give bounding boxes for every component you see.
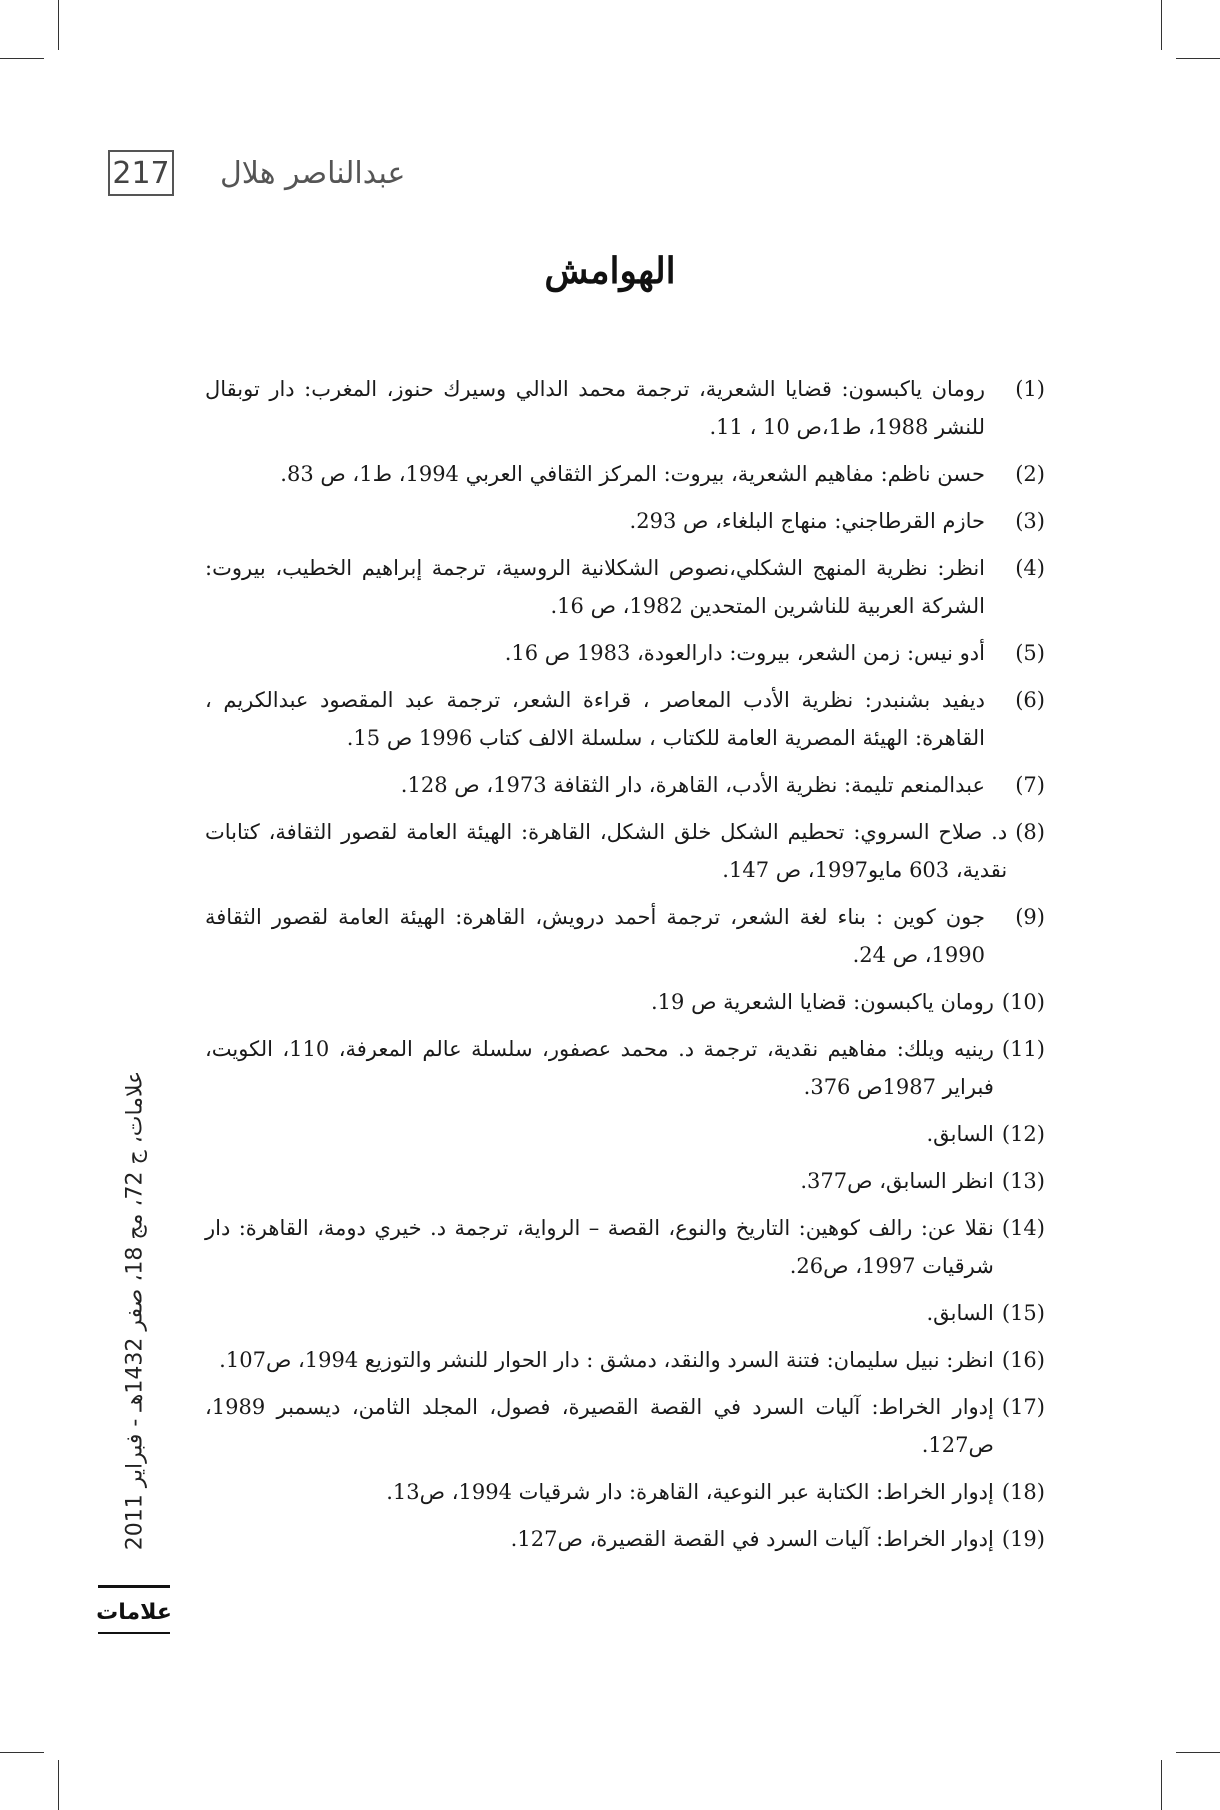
footnote-item xyxy=(205,898,1045,974)
footnote-item xyxy=(205,766,1045,804)
footnote-item xyxy=(205,1162,1045,1200)
footnote-text: إدوار الخراط: آليات السرد في القصة القصيرة، فصول، المجلد الثامن، ديسمبر 1989، ص127. xyxy=(205,1395,994,1457)
footnote-number: (5) xyxy=(1015,641,1045,665)
footnote-number: (1) xyxy=(1015,377,1045,401)
footnote-text: جون كوين : بناء لغة الشعر، ترجمة أحمد درويش، القاهرة: الهيئة العامة لقصور الثقافة 1990، ص 24. xyxy=(205,905,985,967)
crop-mark xyxy=(58,1760,59,1810)
footnote-number: (9) xyxy=(1015,905,1045,929)
running-header-author: عبدالناصر هلال xyxy=(220,155,406,191)
footnote-item xyxy=(205,813,1045,889)
crop-mark xyxy=(1176,1752,1220,1753)
footnote-item xyxy=(205,370,1045,446)
footnote-text: نقلا عن: رالف كوهين: التاريخ والنوع، القصة – الرواية، ترجمة د. خيري دومة، القاهرة: دار شرقيات 1997، ص26. xyxy=(205,1216,994,1278)
footnote-text: رينيه ويلك: مفاهيم نقدية، ترجمة د. محمد عصفور، سلسلة عالم المعرفة، 110، الكويت، فبراير 1987ص 376. xyxy=(205,1037,994,1099)
footnote-text: السابق. xyxy=(926,1122,994,1146)
footnote-item xyxy=(205,1341,1045,1379)
footnote-number: (4) xyxy=(1015,556,1045,580)
footnote-item xyxy=(205,1209,1045,1285)
footnote-text: د. صلاح السروي: تحطيم الشكل خلق الشكل، القاهرة: الهيئة العامة لقصور الثقافة، كتابات نقدية، 603 مايو1997، ص 147. xyxy=(205,820,1008,882)
footnote-text: حسن ناظم: مفاهيم الشعرية، بيروت: المركز الثقافي العربي 1994، ط1، ص 83. xyxy=(280,462,985,486)
footnote-number: (18) xyxy=(1001,1480,1045,1504)
footnote-text: السابق. xyxy=(926,1301,994,1325)
footnote-item xyxy=(205,1030,1045,1106)
footnote-text: إدوار الخراط: آليات السرد في القصة القصيرة، ص127. xyxy=(510,1527,994,1551)
footnote-number: (15) xyxy=(1001,1301,1045,1325)
footnote-item xyxy=(205,983,1045,1021)
footnote-text: انظر: نبيل سليمان: فتنة السرد والنقد، دمشق : دار الحوار للنشر والتوزيع 1994، ص107. xyxy=(219,1348,994,1372)
footnote-text: انظر: نظرية المنهج الشكلي،نصوص الشكلانية الروسية، ترجمة إبراهيم الخطيب، بيروت: الشركة العربية للناشرين المتحدين 1982، ص 16. xyxy=(205,556,985,618)
footnote-item xyxy=(205,1520,1045,1558)
footnote-text: رومان ياكبسون: قضايا الشعرية ص 19. xyxy=(650,990,994,1014)
footnote-number: (2) xyxy=(1015,462,1045,486)
footnote-number: (11) xyxy=(1001,1037,1045,1061)
footnote-item xyxy=(205,549,1045,625)
footnote-item xyxy=(205,1115,1045,1153)
footnote-text: رومان ياكبسون: قضايا الشعرية، ترجمة محمد الدالي وسيرك حنوز، المغرب: دار توبقال للنشر 1988، ط1،ص 10 ، 11. xyxy=(205,377,985,439)
footnote-text: عبدالمنعم تليمة: نظرية الأدب، القاهرة، دار الثقافة 1973، ص 128. xyxy=(400,773,985,797)
footnote-item xyxy=(205,681,1045,757)
divider xyxy=(98,1632,170,1634)
footnote-number: (6) xyxy=(1015,688,1045,712)
crop-mark xyxy=(1176,58,1220,59)
journal-logo-text: علامات xyxy=(96,1599,172,1625)
footnote-number: (19) xyxy=(1001,1527,1045,1551)
crop-mark xyxy=(1161,1760,1162,1810)
footnotes-list xyxy=(205,370,1045,1567)
footnote-text: انظر السابق، ص377. xyxy=(800,1169,994,1193)
footnote-item xyxy=(205,634,1045,672)
divider xyxy=(98,1585,170,1588)
footnote-number: (7) xyxy=(1015,773,1045,797)
footnote-text: حازم القرطاجني: منهاج البلغاء، ص 293. xyxy=(629,509,985,533)
footnote-number: (3) xyxy=(1015,509,1045,533)
page-number: 217 xyxy=(108,150,174,196)
footnote-number: (14) xyxy=(1001,1216,1045,1240)
footnote-text: إدوار الخراط: الكتابة عبر النوعية، القاهرة: دار شرقيات 1994، ص13. xyxy=(386,1480,994,1504)
crop-mark xyxy=(1161,0,1162,50)
footnote-item xyxy=(205,1388,1045,1464)
crop-mark xyxy=(0,1752,44,1753)
footnote-number: (10) xyxy=(1001,990,1045,1014)
footnote-number: (13) xyxy=(1001,1169,1045,1193)
journal-logo xyxy=(98,1595,170,1629)
crop-mark xyxy=(58,0,59,50)
journal-info-text: علامات، ج 72، مج 18، صفر 1432هـ - فبراير 2011 xyxy=(122,1070,148,1550)
footnote-item xyxy=(205,1473,1045,1511)
footnote-number: (17) xyxy=(1001,1395,1045,1419)
section-title: الهوامش xyxy=(544,250,676,292)
footnote-item xyxy=(205,1294,1045,1332)
footnote-item xyxy=(205,455,1045,493)
footnote-number: (8) xyxy=(1015,820,1045,844)
footnote-text: أدو نيس: زمن الشعر، بيروت: دارالعودة، 1983 ص 16. xyxy=(504,641,985,665)
footnote-text: ديفيد بشنبدر: نظرية الأدب المعاصر ، قراءة الشعر، ترجمة عبد المقصود عبدالكريم ، القاهرة: الهيئة المصرية العامة للكتاب ، سلسلة الالف كتاب 1996 ص 15. xyxy=(205,688,985,750)
footnote-number: (16) xyxy=(1001,1348,1045,1372)
footnote-number: (12) xyxy=(1001,1122,1045,1146)
footnote-item xyxy=(205,502,1045,540)
journal-info xyxy=(105,1040,165,1580)
crop-mark xyxy=(0,58,44,59)
